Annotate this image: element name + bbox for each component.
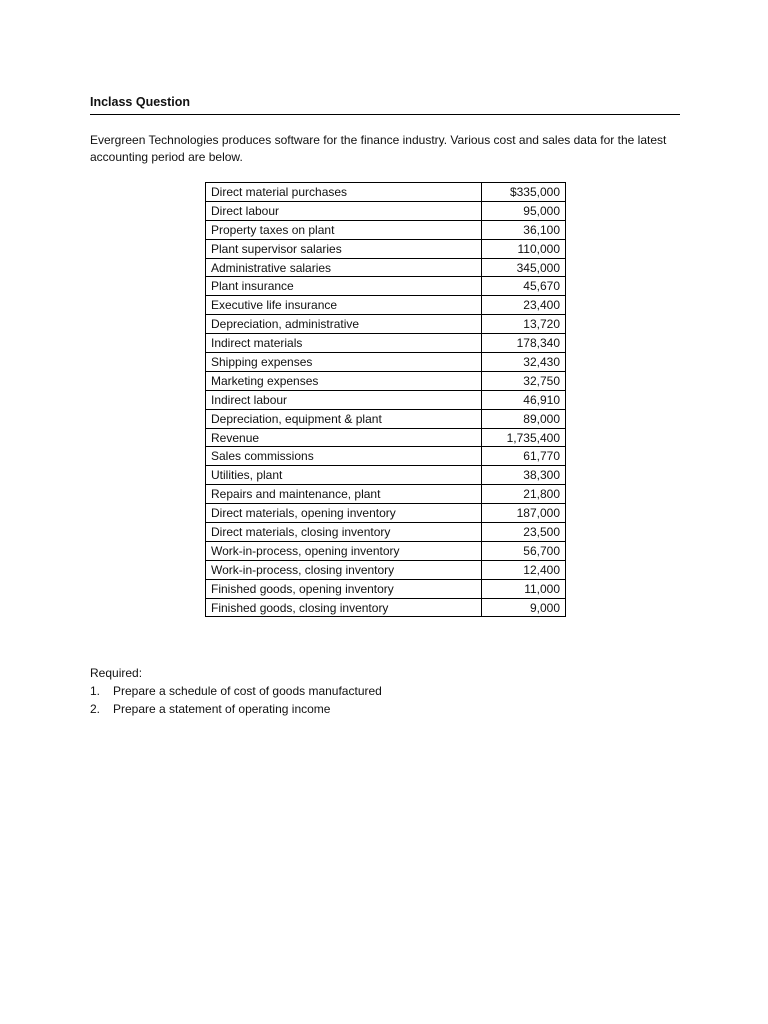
row-label: Finished goods, opening inventory (206, 579, 482, 598)
row-value: 23,400 (482, 296, 566, 315)
row-value: 9,000 (482, 598, 566, 617)
row-label: Work-in-process, opening inventory (206, 541, 482, 560)
row-value: 56,700 (482, 541, 566, 560)
required-section (90, 664, 680, 718)
row-value: 13,720 (482, 315, 566, 334)
row-label: Property taxes on plant (206, 220, 482, 239)
required-item-text: Prepare a statement of operating income (113, 702, 331, 716)
row-label: Indirect labour (206, 390, 482, 409)
row-label: Shipping expenses (206, 353, 482, 372)
row-label: Direct labour (206, 201, 482, 220)
intro-paragraph: Evergreen Technologies produces software for the finance industry. Various cost and sales data for the latest accounting period are below. (90, 133, 667, 164)
row-label: Administrative salaries (206, 258, 482, 277)
required-item (90, 682, 680, 700)
table-row (206, 504, 566, 523)
row-value: 61,770 (482, 447, 566, 466)
row-value: 21,800 (482, 485, 566, 504)
table-row (206, 371, 566, 390)
table-row (206, 334, 566, 353)
table-row (206, 239, 566, 258)
row-value: 38,300 (482, 466, 566, 485)
row-value: 89,000 (482, 409, 566, 428)
row-label: Sales commissions (206, 447, 482, 466)
table-row (206, 201, 566, 220)
table-row (206, 447, 566, 466)
row-label: Indirect materials (206, 334, 482, 353)
row-label: Finished goods, closing inventory (206, 598, 482, 617)
required-item-text: Prepare a schedule of cost of goods manufactured (113, 684, 382, 698)
row-value: 12,400 (482, 560, 566, 579)
row-value: 345,000 (482, 258, 566, 277)
row-value: 178,340 (482, 334, 566, 353)
cost-data-table (205, 182, 566, 617)
table-row (206, 541, 566, 560)
page-title: Inclass Question (90, 95, 680, 115)
table-row (206, 220, 566, 239)
row-value: $335,000 (482, 183, 566, 202)
row-label: Revenue (206, 428, 482, 447)
row-value: 110,000 (482, 239, 566, 258)
row-label: Marketing expenses (206, 371, 482, 390)
table-row (206, 428, 566, 447)
table-row (206, 183, 566, 202)
row-label: Direct materials, closing inventory (206, 523, 482, 542)
row-label: Depreciation, administrative (206, 315, 482, 334)
row-label: Utilities, plant (206, 466, 482, 485)
required-item (90, 700, 680, 718)
row-value: 36,100 (482, 220, 566, 239)
required-item-number: 2. (90, 702, 101, 716)
required-label: Required: (90, 666, 143, 680)
table-row (206, 315, 566, 334)
row-label: Plant insurance (206, 277, 482, 296)
row-value: 187,000 (482, 504, 566, 523)
table-row (206, 277, 566, 296)
row-value: 32,430 (482, 353, 566, 372)
row-label: Direct materials, opening inventory (206, 504, 482, 523)
table-row (206, 579, 566, 598)
row-label: Direct material purchases (206, 183, 482, 202)
table-row (206, 466, 566, 485)
row-label: Work-in-process, closing inventory (206, 560, 482, 579)
row-label: Executive life insurance (206, 296, 482, 315)
table-row (206, 485, 566, 504)
row-value: 32,750 (482, 371, 566, 390)
row-label: Depreciation, equipment & plant (206, 409, 482, 428)
row-value: 95,000 (482, 201, 566, 220)
table-row (206, 560, 566, 579)
row-value: 11,000 (482, 579, 566, 598)
table-row (206, 523, 566, 542)
row-value: 1,735,400 (482, 428, 566, 447)
table-row (206, 598, 566, 617)
table-row (206, 353, 566, 372)
table-row (206, 390, 566, 409)
row-value: 23,500 (482, 523, 566, 542)
table-row (206, 258, 566, 277)
table-row (206, 296, 566, 315)
table-row (206, 409, 566, 428)
required-item-number: 1. (90, 684, 101, 698)
row-label: Repairs and maintenance, plant (206, 485, 482, 504)
row-value: 46,910 (482, 390, 566, 409)
row-label: Plant supervisor salaries (206, 239, 482, 258)
row-value: 45,670 (482, 277, 566, 296)
